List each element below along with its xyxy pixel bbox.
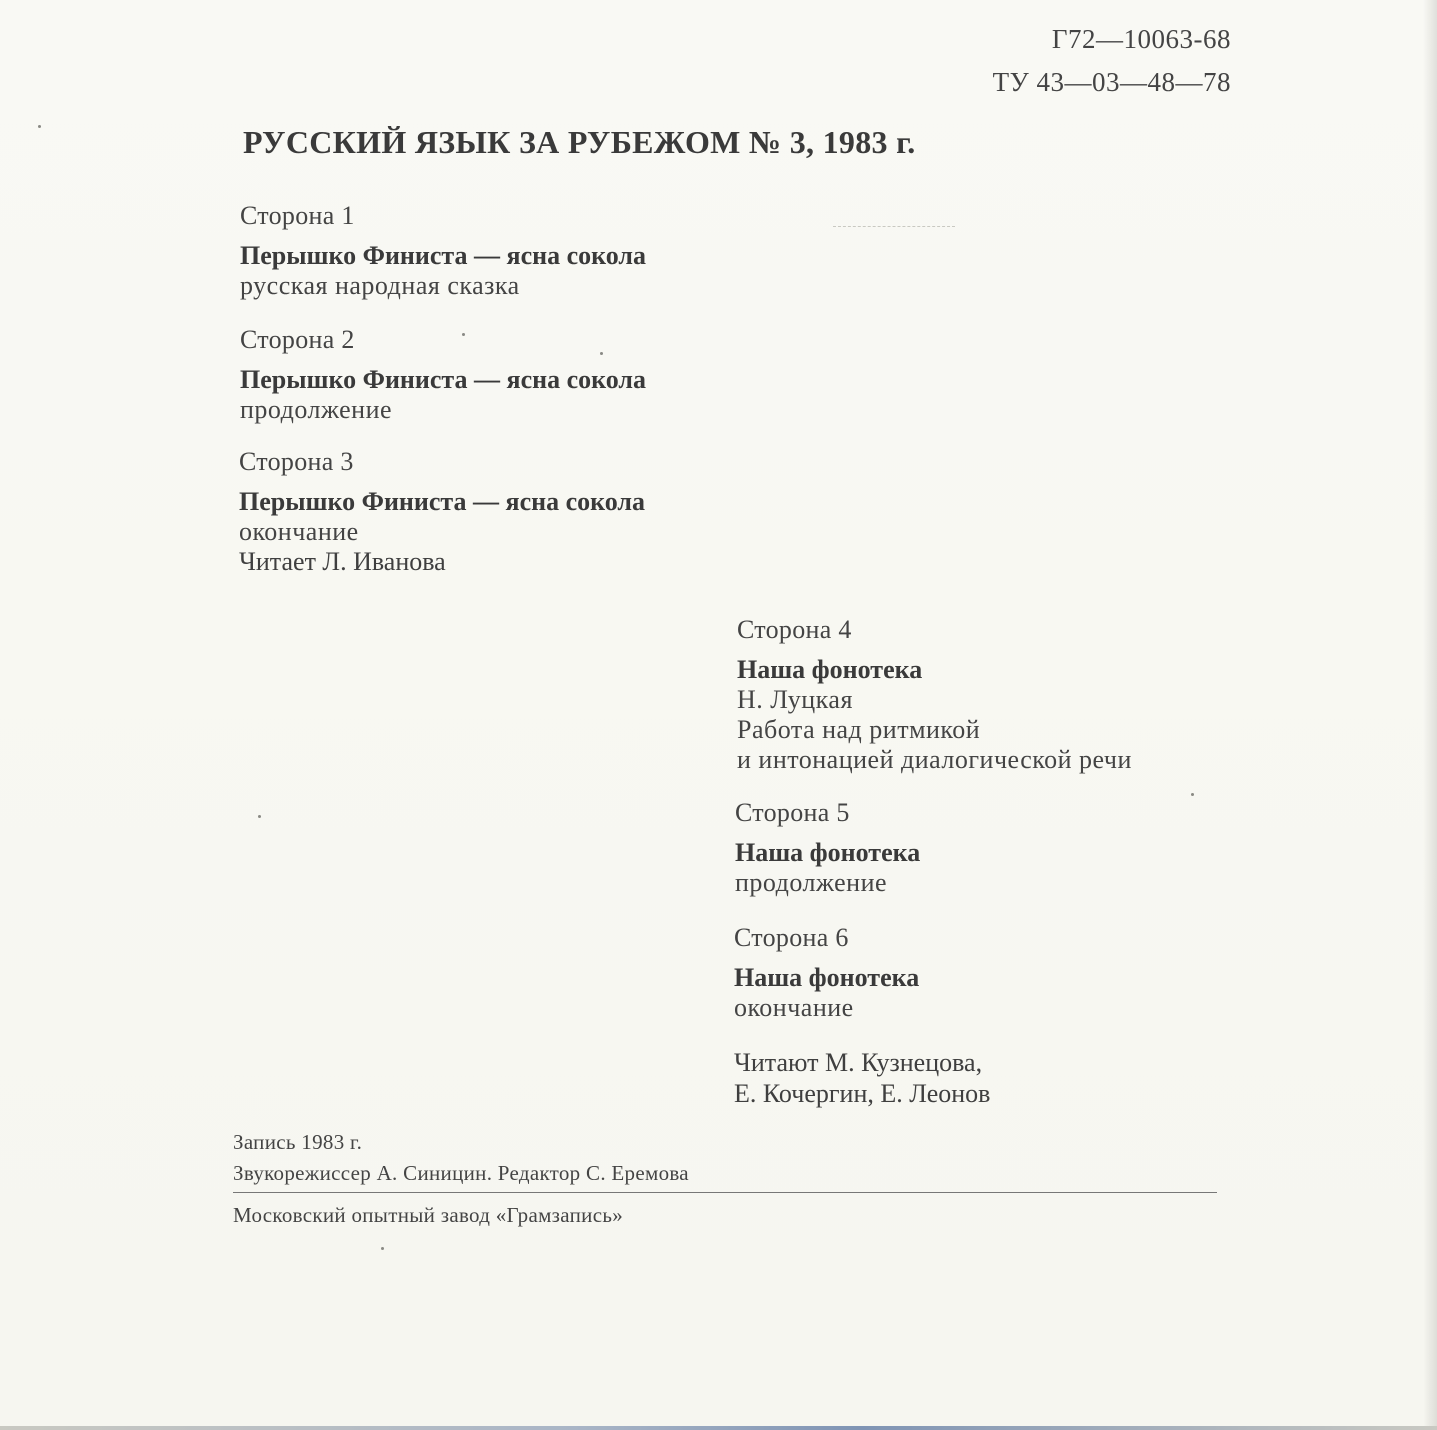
side-5-track: Наша фонотека [735, 838, 921, 867]
side-1-desc: русская народная сказка [240, 271, 520, 300]
side-5-desc: продолжение [735, 868, 888, 897]
side-6-track: Наша фонотека [734, 963, 920, 992]
side-2-track: Перышко Финиста — ясна сокола [240, 365, 647, 394]
side-2-block [240, 325, 646, 425]
side-4-author: Н. Луцкая [737, 685, 853, 714]
standard-number: ТУ 43—03—48—78 [992, 67, 1231, 97]
side-1-label: Сторона 1 [240, 201, 355, 230]
paper-speck [258, 815, 261, 818]
readers-line-2: Е. Кочергин, Е. Леонов [734, 1079, 991, 1108]
catalog-number: Г72—10063-68 [1051, 24, 1231, 54]
side-1-block [240, 201, 646, 301]
catalog-codes [993, 18, 1231, 104]
print-smudge [833, 226, 955, 227]
side-4-desc-line1: Работа над ритмикой [737, 715, 981, 744]
side-6-block [734, 923, 919, 1023]
staff-credits: Звукорежиссер А. Синицин. Редактор С. Еремова [233, 1161, 689, 1185]
side-6-desc: окончание [734, 993, 854, 1022]
side-6-label: Сторона 6 [734, 923, 849, 952]
readers-block [734, 1047, 990, 1109]
side-4-desc-line2: и интонацией диалогической речи [737, 745, 1132, 774]
side-2-desc: продолжение [240, 395, 393, 424]
paper-speck [381, 1247, 384, 1250]
page-title: РУССКИЙ ЯЗЫК ЗА РУБЕЖОМ № 3, 1983 г. [243, 124, 916, 160]
page-edge-shadow [1423, 0, 1437, 1430]
side-5-label: Сторона 5 [735, 798, 850, 827]
factory-name: Московский опытный завод «Грамзапись» [233, 1203, 623, 1227]
divider-rule [233, 1192, 1217, 1193]
side-2-label: Сторона 2 [240, 325, 355, 354]
paper-speck [38, 125, 41, 128]
credits-block [233, 1127, 689, 1189]
side-5-block [735, 798, 920, 898]
recording-year: Запись 1983 г. [233, 1130, 363, 1154]
side-4-block [737, 615, 1132, 775]
readers-line-1: Читают М. Кузнецова, [734, 1048, 983, 1077]
side-1-track: Перышко Финиста — ясна сокола [240, 241, 647, 270]
side-4-label: Сторона 4 [737, 615, 852, 644]
side-4-track: Наша фонотека [737, 655, 923, 684]
paper-speck [1191, 793, 1194, 796]
side-3-label: Сторона 3 [239, 447, 354, 476]
side-3-block [239, 447, 645, 577]
side-3-reader: Читает Л. Иванова [239, 547, 446, 576]
scan-bottom-edge [0, 1426, 1437, 1430]
side-3-desc: окончание [239, 517, 359, 546]
side-3-track: Перышко Финиста — ясна сокола [239, 487, 646, 516]
